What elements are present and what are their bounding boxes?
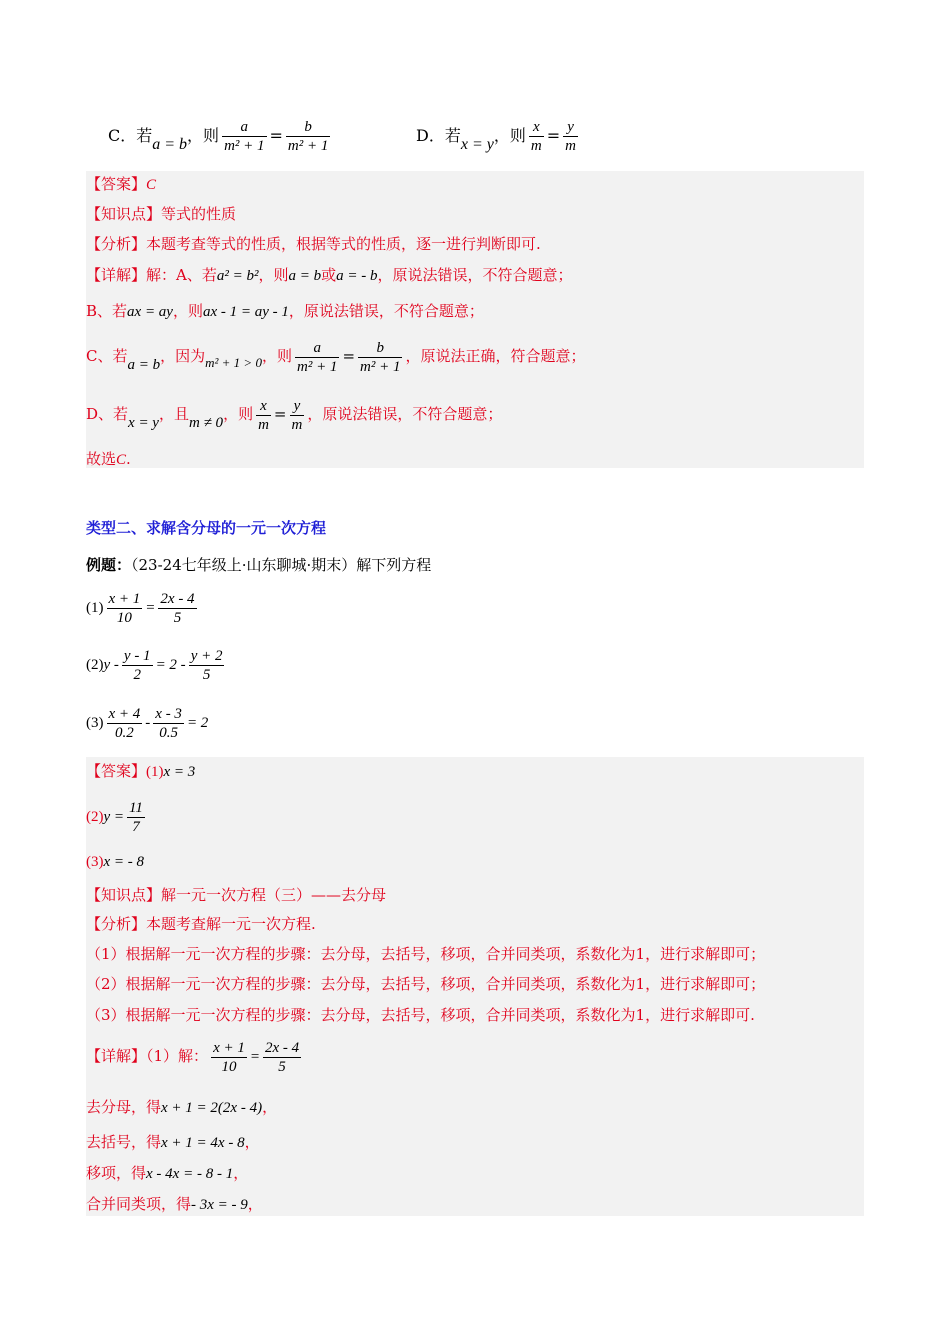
detail-line-a (86, 264, 573, 287)
detail-c-text-1: C、若 (86, 347, 128, 365)
detail-c-equals: = (342, 347, 356, 365)
knowledge-point-2-text: 解一元一次方程（三）——去分母 (161, 886, 387, 904)
analysis-step-1: （1）根据解一元一次方程的步骤：去分母，去括号，移项，合并同类项，系数化为1，进行求解即可； (86, 945, 766, 963)
analysis-line-1 (86, 233, 541, 255)
detail-c-text-4: ，原说法正确，符合题意； (405, 347, 586, 365)
problem-1-left-denominator: 10 (116, 609, 132, 626)
detail-d-expr-2: m ≠ 0 (188, 415, 224, 431)
problem-3-minus: - (145, 715, 151, 731)
detail-c-frac-left-num: a (295, 339, 339, 358)
detail-a-expr-2: a = b (288, 268, 322, 284)
problem-1-left-numerator: x + 1 (108, 590, 141, 607)
step-remove-denominator (86, 1096, 277, 1119)
problem-3-result: = 2 (186, 715, 209, 731)
detail-c-expr-1: a = b (127, 357, 161, 373)
problem-2-prefix: y - (103, 657, 119, 673)
option-c (108, 118, 333, 155)
answer-2-2-line (86, 795, 148, 838)
step-3-label: 移项，得 (86, 1164, 147, 1182)
example-source: （23-24七年级上·山东聊城·期末）解下列方程 (131, 556, 432, 574)
answer-2-tag: 【答案】 (86, 762, 147, 780)
conclusion-text: 故选 (86, 450, 117, 468)
option-d-fraction-left-numerator: x (529, 118, 544, 137)
problem-1-number: (1) (86, 600, 104, 616)
detail-a-expr-1: a² = b² (216, 268, 259, 284)
detail-c-frac-right-den: m² + 1 (360, 358, 401, 375)
step-remove-brackets (86, 1131, 260, 1154)
analysis-step-2: （2）根据解一元一次方程的步骤：去分母，去括号，移项，合并同类项，系数化为1，进行求解即可； (86, 975, 766, 993)
answer-2-3-number: (3) (86, 854, 104, 870)
detail-b-text-3: ，原说法错误，不符合题意； (288, 302, 484, 320)
detail-b-text-2: ，则 (172, 302, 203, 320)
detail-a-text-2: ，则 (258, 266, 289, 284)
option-d-fraction-left-denominator: m (530, 138, 542, 154)
step-combine-terms (86, 1193, 263, 1216)
detail-d-text-4: ，原说法错误，不符合题意； (307, 405, 503, 423)
step-1-expr: x + 1 = 2(2x - 4) (161, 1100, 263, 1116)
analysis-step-3: （3）根据解一元一次方程的步骤：去分母，去括号，移项，合并同类项，系数化为1，进行求解即可. (86, 1006, 755, 1024)
analysis-text: 本题考查等式的性质，根据等式的性质，逐一进行判断即可. (146, 235, 541, 253)
example-line (86, 554, 431, 576)
step-2-label: 去括号，得 (86, 1133, 162, 1151)
option-c-equals: = (269, 126, 283, 145)
answer-value: C (146, 177, 157, 193)
option-c-condition: a = b (152, 136, 188, 153)
option-d-then: ，则 (493, 126, 526, 145)
detail-c-expr-2: m² + 1 > 0 (205, 355, 262, 370)
step-4-label: 合并同类项，得 (86, 1195, 192, 1213)
detail-d-text-2: ，且 (158, 405, 189, 423)
detail-d-frac-right-num: y (290, 397, 305, 416)
step-3-expr: x - 4x = - 8 - 1 (146, 1166, 234, 1182)
problem-1-right-denominator: 5 (173, 609, 182, 626)
step-move-terms (86, 1162, 248, 1185)
detail-d-text-1: D、若 (86, 405, 129, 423)
example-label: 例题： (86, 556, 132, 574)
detail-c-frac-left-den: m² + 1 (296, 358, 338, 375)
problem-1 (86, 586, 200, 629)
option-c-fraction-right-denominator: m² + 1 (287, 138, 329, 154)
detail-c-text-3: ，则 (261, 347, 292, 365)
problem-1-right-numerator: 2x - 4 (160, 590, 195, 607)
detail-b-expr-2: ax - 1 = ay - 1 (202, 304, 289, 320)
step-1-comma: ， (262, 1098, 278, 1116)
detail-2-left-denominator: 10 (221, 1058, 237, 1075)
detail-2-left-numerator: x + 1 (213, 1039, 245, 1056)
answer-2-3-line (86, 850, 144, 873)
option-d-fraction-right-denominator: m (565, 138, 576, 154)
option-d-fraction-right-numerator: y (563, 118, 578, 137)
analysis-2-tag: 【分析】 (86, 915, 147, 933)
problem-2-left-denominator: 2 (133, 666, 141, 683)
conclusion-value: C (116, 452, 127, 468)
conclusion-line (86, 448, 131, 471)
answer-line-2 (86, 760, 195, 783)
answer-2-1-number: (1) (146, 764, 164, 780)
option-d-label: D．若 (416, 126, 461, 145)
option-c-label: C．若 (108, 126, 153, 145)
problem-3-number: (3) (86, 715, 104, 731)
detail-d-expr-1: x = y (128, 415, 159, 431)
option-c-fraction-right-numerator: b (286, 118, 330, 137)
analysis-2-text: 本题考查解一元一次方程. (146, 915, 316, 933)
option-d-equals: = (546, 126, 561, 145)
detail-d-equals: = (273, 405, 287, 423)
analysis-line-2 (86, 913, 316, 935)
detail-tag: 【详解】 (86, 266, 147, 284)
problem-3 (86, 701, 208, 744)
detail-line-b (86, 300, 484, 323)
step-4-comma: ， (247, 1195, 263, 1213)
detail-line-d (86, 394, 502, 435)
detail-a-text-4: ，原说法错误，不符合题意； (377, 266, 573, 284)
detail-2-tag: 【详解】 (86, 1047, 147, 1065)
detail-d-frac-left-num: x (256, 397, 271, 416)
answer-2-2-prefix: y = (103, 809, 125, 825)
problem-2-right-numerator: y + 2 (190, 647, 223, 664)
step-1-label: 去分母，得 (86, 1098, 162, 1116)
knowledge-point-text: 等式的性质 (161, 205, 237, 223)
option-d-condition: x = y (460, 136, 494, 153)
detail-c-text-2: ，因为 (160, 347, 206, 365)
problem-2-number: (2) (86, 657, 104, 673)
conclusion-period: . (126, 450, 131, 468)
problem-3-right-denominator: 0.5 (159, 724, 178, 741)
answer-2-1-value: x = 3 (163, 764, 196, 780)
section-title: 类型二、求解含分母的一元一次方程 (86, 519, 327, 537)
detail-a-text-3: 或 (321, 266, 337, 284)
problem-3-left-denominator: 0.2 (115, 724, 134, 741)
detail-a-expr-3: a = - b (336, 268, 378, 284)
detail-2-equals: = (249, 1049, 260, 1065)
detail-c-frac-right-num: b (358, 339, 402, 358)
detail-2-right-denominator: 5 (278, 1058, 286, 1075)
option-d (416, 118, 581, 155)
option-c-fraction-left-denominator: m² + 1 (224, 138, 265, 154)
detail-d-frac-right-den: m (291, 416, 303, 433)
answer-2-2-denominator: 7 (132, 818, 140, 835)
knowledge-point-2-tag: 【知识点】 (86, 886, 162, 904)
detail-d-frac-left-den: m (258, 416, 269, 433)
problem-2-left-numerator: y - 1 (123, 647, 151, 664)
answer-2-2-numerator: 11 (129, 799, 143, 816)
step-4-expr: - 3x = - 9 (191, 1197, 248, 1213)
option-c-then: ，则 (187, 126, 220, 145)
answer-line-1 (86, 173, 156, 196)
answer-tag: 【答案】 (86, 175, 147, 193)
problem-1-equals: = (145, 600, 156, 616)
detail-a-text-1: 解：A、若 (146, 266, 217, 284)
detail-line-2 (86, 1035, 304, 1078)
detail-b-text-1: B、若 (86, 302, 128, 320)
step-2-comma: ， (244, 1133, 260, 1151)
problem-2 (86, 643, 227, 686)
knowledge-point-line-2 (86, 884, 386, 906)
problem-3-right-numerator: x - 3 (155, 705, 182, 722)
detail-2-intro: （1）解： (146, 1047, 209, 1065)
detail-line-c (86, 336, 585, 377)
knowledge-point-tag: 【知识点】 (86, 205, 162, 223)
answer-2-2-number: (2) (86, 809, 104, 825)
detail-d-text-3: ，则 (223, 405, 254, 423)
detail-2-right-numerator: 2x - 4 (264, 1039, 300, 1056)
option-c-fraction-left-numerator: a (222, 118, 266, 137)
problem-2-middle: = 2 - (155, 657, 186, 673)
problem-3-left-numerator: x + 4 (108, 705, 141, 722)
analysis-tag: 【分析】 (86, 235, 147, 253)
problem-2-right-denominator: 5 (202, 666, 211, 683)
step-3-comma: ， (233, 1164, 249, 1182)
detail-b-expr-1: ax = ay (127, 304, 173, 320)
step-2-expr: x + 1 = 4x - 8 (161, 1135, 245, 1151)
answer-2-3-value: x = - 8 (103, 854, 145, 870)
knowledge-point-line-1 (86, 203, 236, 225)
